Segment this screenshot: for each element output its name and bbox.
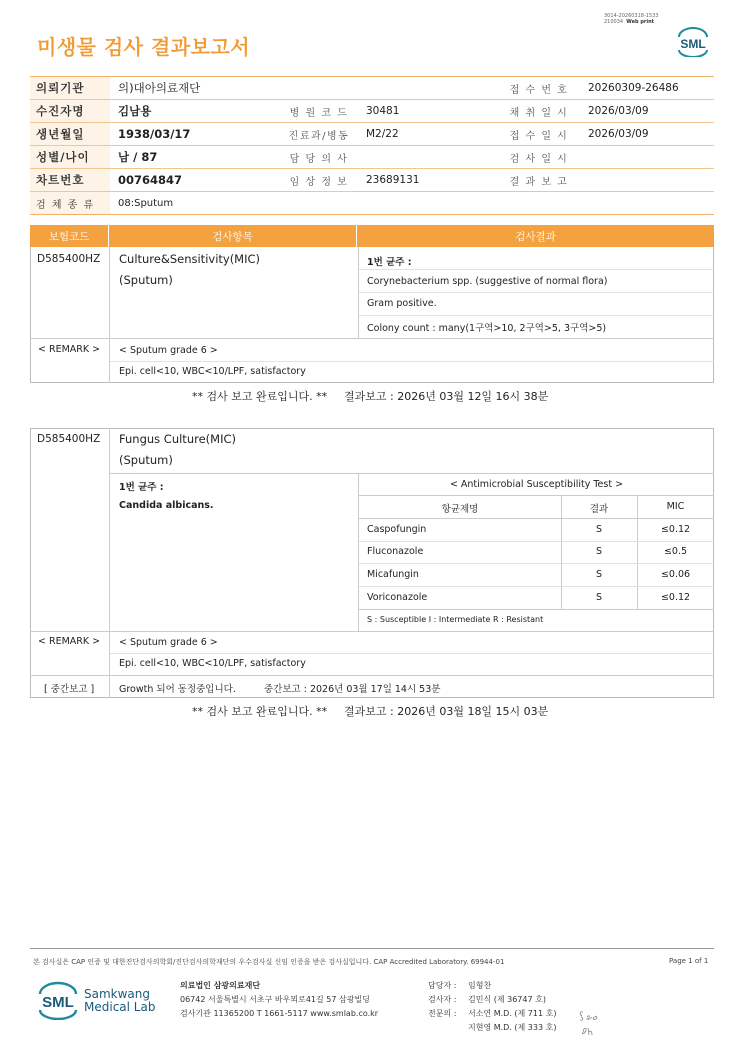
field-value: 00764847 bbox=[118, 173, 183, 187]
ast-result: S bbox=[595, 592, 603, 603]
field-label: 생년월일 bbox=[30, 123, 110, 145]
staff-row: 지현영 M.D. (제 333 호) bbox=[468, 1023, 557, 1032]
page-number: Page 1 of 1 bbox=[669, 957, 709, 965]
field-value: 20260309-26486 bbox=[588, 82, 679, 94]
field-label: 성별/나이 bbox=[30, 146, 110, 168]
footer-divider bbox=[30, 948, 714, 949]
org-contact: 검사기관 11365200 T 1661-5117 www.smlab.co.kr bbox=[180, 1009, 379, 1018]
ast-mic: ≤0.12 bbox=[660, 524, 691, 535]
certification-text: 본 검사실은 CAP 인증 및 대한진단검사의학회/진단검사의학재단의 우수검사실 신임 인증을 받은 검사실입니다. CAP Accredited Laboratory. 69944-01 bbox=[33, 958, 505, 966]
ast-legend: S : Susceptible I : Intermediate R : Resistant bbox=[367, 615, 544, 624]
insurance-code-header: 보험코드 bbox=[30, 225, 109, 247]
test1-result-line: Colony count : many(1구역>10, 2구역>5, 3구역>5) bbox=[367, 323, 607, 334]
field-label: 검 체 종 류 bbox=[30, 192, 110, 214]
field-label: 채 취 일 시 bbox=[509, 107, 569, 119]
test2-remark-label: < REMARK > bbox=[38, 636, 101, 647]
document-sub-id: 210034 Web print bbox=[604, 19, 655, 25]
ast-drug: Caspofungin bbox=[367, 524, 427, 535]
ast-result: S bbox=[595, 569, 603, 580]
test1-result-line: Gram positive. bbox=[367, 298, 437, 309]
test1-code: D585400HZ bbox=[37, 253, 101, 265]
ast-drug: Voriconazole bbox=[367, 592, 428, 603]
document-id bbox=[604, 13, 659, 25]
test1-remark-line: < Sputum grade 6 > bbox=[119, 345, 218, 356]
ast-drug: Micafungin bbox=[367, 569, 419, 580]
field-value: 30481 bbox=[366, 105, 400, 117]
test2-remark-line: < Sputum grade 6 > bbox=[119, 637, 218, 648]
print-label: Web print bbox=[626, 19, 655, 25]
field-value: 2026/03/09 bbox=[588, 105, 649, 117]
field-label: 임 상 정 보 bbox=[289, 176, 349, 188]
results-header bbox=[30, 225, 714, 247]
ast-result: S bbox=[595, 524, 603, 535]
test-item-header: 검사항목 bbox=[109, 225, 357, 247]
patient-info-table bbox=[30, 76, 714, 215]
ast-mic: ≤0.5 bbox=[663, 546, 688, 557]
field-value: 의)대아의료재단 bbox=[118, 81, 201, 95]
org-info bbox=[180, 979, 378, 1021]
field-label: 병 원 코 드 bbox=[289, 107, 349, 119]
sml-logo bbox=[674, 27, 712, 57]
test2-specimen: (Sputum) bbox=[119, 453, 173, 467]
document-id-number: 3014-20260318-1533 bbox=[604, 13, 659, 19]
test1-result-line: 1번 균주 : bbox=[367, 257, 412, 268]
ast-header-drug: 항균제명 bbox=[441, 504, 479, 515]
lab-name-line1: Samkwang bbox=[84, 987, 150, 1001]
test1-complete-notice: ** 검사 보고 완료입니다. ** bbox=[192, 390, 328, 403]
patient-info-row bbox=[30, 146, 714, 169]
interim-label: [ 중간보고 ] bbox=[44, 684, 95, 695]
staff-row: 담당자 : 임형찬 bbox=[428, 981, 492, 990]
field-value: 23689131 bbox=[366, 174, 420, 186]
org-address: 06742 서울특별시 서초구 바우뫼로41길 57 삼광빌딩 bbox=[180, 995, 370, 1004]
patient-info-row bbox=[30, 123, 714, 146]
field-label: 차트번호 bbox=[30, 169, 110, 191]
test1-result-line: Corynebacterium spp. (suggestive of normal flora) bbox=[367, 276, 608, 287]
ast-drug: Fluconazole bbox=[367, 546, 424, 557]
field-label: 접 수 일 시 bbox=[509, 130, 569, 142]
samkwang-logo bbox=[36, 980, 80, 1020]
ast-header-mic: MIC bbox=[666, 501, 685, 512]
interim-text: Growth 되어 동정중입니다. bbox=[119, 684, 236, 695]
staff-row: 전문의 : 서소연 M.D. (제 711 호) bbox=[428, 1009, 557, 1018]
ast-mic: ≤0.12 bbox=[660, 592, 691, 603]
lab-name-line2: Medical Lab bbox=[84, 1000, 156, 1014]
patient-info-row bbox=[30, 100, 714, 123]
test1-name: Culture&Sensitivity(MIC) bbox=[119, 252, 261, 266]
staff-row: 검사자 : 김민식 (제 36747 호) bbox=[428, 995, 546, 1004]
test2-code: D585400HZ bbox=[37, 433, 101, 445]
field-label: 담 당 의 사 bbox=[289, 153, 349, 165]
test2-organism: Candida albicans. bbox=[119, 500, 214, 511]
ast-title: < Antimicrobial Susceptibility Test > bbox=[449, 479, 624, 490]
test1-remark-label: < REMARK > bbox=[38, 344, 101, 355]
staff-list bbox=[428, 979, 556, 1035]
test1-report-time: 결과보고 : 2026년 03월 12일 16시 38분 bbox=[344, 390, 549, 403]
test2-name: Fungus Culture(MIC) bbox=[119, 432, 236, 446]
field-value: 남 / 87 bbox=[118, 150, 158, 164]
field-value: 2026/03/09 bbox=[588, 128, 649, 140]
patient-info-row bbox=[30, 192, 714, 215]
field-value: M2/22 bbox=[366, 128, 399, 140]
test2-remark-line: Epi. cell<10, WBC<10/LPF, satisfactory bbox=[119, 658, 306, 669]
org-name: 의료법인 삼광의료재단 bbox=[180, 981, 261, 990]
ast-mic: ≤0.06 bbox=[660, 569, 691, 580]
test1-specimen: (Sputum) bbox=[119, 273, 173, 287]
interim-time: 중간보고 : 2026년 03월 17일 14시 53분 bbox=[264, 684, 441, 695]
field-value: 김남용 bbox=[118, 104, 152, 118]
field-value: 1938/03/17 bbox=[118, 127, 191, 141]
field-label: 접 수 번 호 bbox=[509, 84, 569, 96]
ast-result: S bbox=[595, 546, 603, 557]
field-label: 진료과/병동 bbox=[288, 130, 350, 142]
test-result-header: 검사결과 bbox=[515, 230, 556, 243]
test1-remark-line: Epi. cell<10, WBC<10/LPF, satisfactory bbox=[119, 366, 306, 377]
field-label: 검 사 일 시 bbox=[509, 153, 569, 165]
field-value: 08:Sputum bbox=[118, 197, 174, 209]
ast-header-result: 결과 bbox=[589, 504, 609, 515]
svg-text:SML: SML bbox=[42, 994, 74, 1011]
svg-text:SML: SML bbox=[680, 37, 706, 51]
report-title: 미생물 검사 결과보고서 bbox=[37, 35, 251, 59]
test2-strain-label: 1번 균주 : bbox=[119, 482, 164, 493]
test2-complete-notice: ** 검사 보고 완료입니다. ** bbox=[192, 705, 328, 718]
field-label: 수진자명 bbox=[30, 100, 110, 122]
field-label: 결 과 보 고 bbox=[509, 176, 569, 188]
handwritten-signature bbox=[578, 1008, 608, 1040]
patient-info-row bbox=[30, 77, 714, 100]
patient-info-row bbox=[30, 169, 714, 192]
lab-name bbox=[84, 988, 155, 1014]
field-label: 의뢰기관 bbox=[30, 77, 110, 99]
test2-report-time: 결과보고 : 2026년 03월 18일 15시 03분 bbox=[344, 705, 549, 718]
